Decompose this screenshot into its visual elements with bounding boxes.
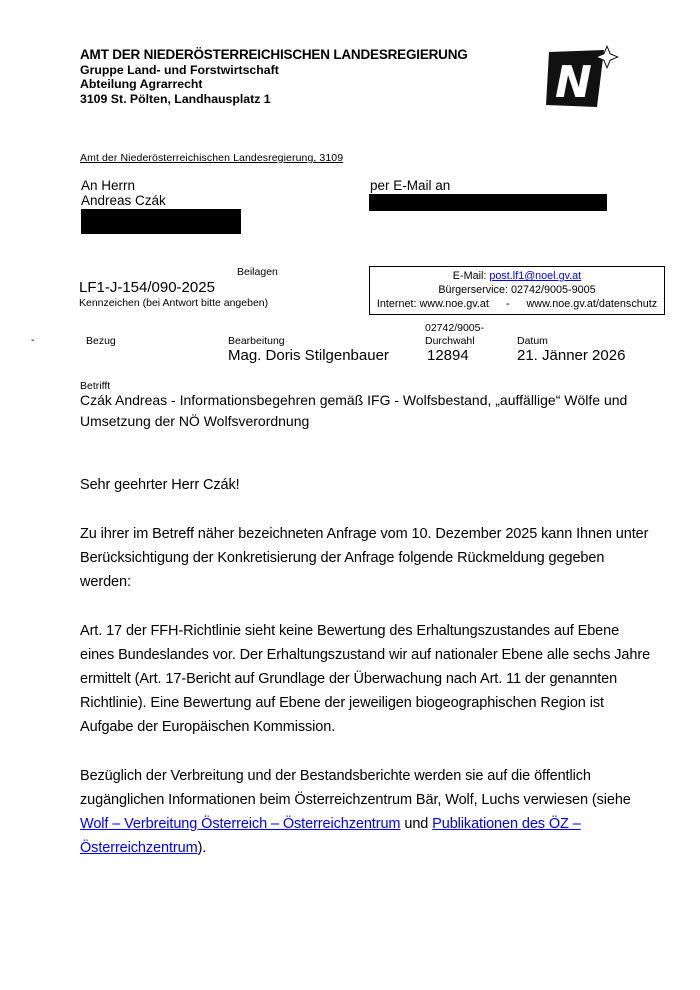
- bearbeitung-label: Bearbeitung: [228, 335, 285, 347]
- letter-body: [80, 473, 650, 885]
- closing-punctuation: ).: [197, 840, 207, 856]
- file-reference-hint: Kennzeichen (bei Antwort bitte angeben): [79, 297, 269, 309]
- datum-label: Datum: [517, 335, 548, 347]
- betrifft-label: Betrifft: [80, 380, 111, 392]
- paragraph-3-line: zugänglichen Informationen beim Österreichzentrum Bär, Wolf, Luchs verwiesen (siehe: [80, 792, 631, 808]
- redaction-box-email: [369, 194, 607, 211]
- contact-buergerservice: Bürgerservice: 02742/9005-9005: [438, 284, 596, 297]
- subject-line-1: Czák Andreas - Informationsbegehren gemäß IFG - Wolfsbestand, „auffällige“ Wölfe und: [80, 392, 628, 408]
- paragraph-1: [80, 522, 650, 594]
- bezug-label: Bezug: [86, 335, 116, 347]
- bearbeitung-value: Mag. Doris Stilgenbauer: [228, 347, 389, 364]
- paragraph-2-line: Art. 17 der FFH-Richtlinie sieht keine Bewertung des Erhaltungszustandes auf Ebene: [80, 623, 620, 639]
- noe-n-star-logo-icon: [544, 44, 620, 110]
- paragraph-3: [80, 764, 650, 860]
- contact-email-label: E-Mail:: [452, 270, 487, 282]
- letterhead: [80, 48, 468, 106]
- contact-internet-separator: -: [505, 298, 510, 311]
- paragraph-2-line: Aufgabe der Europäischen Kommission.: [80, 719, 336, 735]
- contact-internet-label: Internet: www.noe.gv.at: [376, 298, 489, 311]
- subject-line-2: Umsetzung der NÖ Wolfsverordnung: [80, 413, 310, 429]
- wolf-verbreitung-link[interactable]: Wolf – Verbreitung Österreich – Österreichzentrum: [80, 816, 401, 832]
- durchwahl-value: 12894: [427, 347, 469, 364]
- paragraph-1-line: werden:: [80, 574, 131, 590]
- letterhead-org-line: AMT DER NIEDERÖSTERREICHISCHEN LANDESREGIERUNG: [80, 47, 468, 62]
- letterhead-address-line: 3109 St. Pölten, Landhausplatz 1: [80, 91, 271, 106]
- datum-value: 21. Jänner 2026: [517, 347, 626, 364]
- beilagen-label: Beilagen: [237, 266, 278, 278]
- paragraph-2-line: ermittelt (Art. 17-Bericht auf Grundlage der Überwachung nach Art. 11 der genannten: [80, 671, 618, 687]
- paragraph-3-line-links: [80, 812, 650, 836]
- svg-text:N: N: [555, 57, 592, 108]
- recipient-block: [81, 179, 166, 209]
- sender-return-address: Amt der Niederösterreichischen Landesregierung, 3109: [80, 152, 344, 164]
- contact-email-line: [370, 269, 664, 283]
- contact-email-link[interactable]: post.lf1@noel.gv.at: [489, 270, 582, 282]
- noe-logo: [544, 44, 620, 110]
- contact-datenschutz-url: www.noe.gv.at/datenschutz: [526, 298, 658, 311]
- paragraph-1-line: Zu ihrer im Betreff näher bezeichneten Anfrage vom 10. Dezember 2025 kann Ihnen unter: [80, 526, 649, 542]
- margin-dash: -: [31, 334, 35, 346]
- letterhead-group-line: Gruppe Land- und Forstwirtschaft: [80, 62, 279, 77]
- paragraph-2-line: Richtlinie). Eine Bewertung auf Ebene der jeweiligen biogeographischen Region ist: [80, 695, 604, 711]
- subject-text: [80, 390, 627, 432]
- paragraph-1-line: Berücksichtigung der Konkretisierung der Anfrage folgende Rückmeldung gegeben: [80, 550, 605, 566]
- publikationen-link-part1[interactable]: Publikationen des ÖZ –: [432, 816, 581, 832]
- paragraph-3-line: Bezüglich der Verbreitung und der Bestandsberichte werden sie auf die öffentlich: [80, 768, 591, 784]
- publikationen-link-part2[interactable]: Österreichzentrum: [80, 840, 198, 856]
- recipient-name: Andreas Czák: [81, 192, 166, 208]
- paragraph-2-line: eines Bundeslandes vor. Der Erhaltungszustand wir auf nationaler Ebene alle sechs Jahre: [80, 647, 651, 663]
- contact-internet-line: [370, 297, 664, 311]
- delivery-method-label: per E-Mail an: [370, 178, 451, 193]
- greeting: Sehr geehrter Herr Czák!: [80, 477, 240, 493]
- letterhead-department-line: Abteilung Agrarrecht: [80, 77, 203, 92]
- contact-info-box: [369, 266, 665, 315]
- greeting-paragraph: [80, 473, 650, 497]
- file-reference-number: LF1-J-154/090-2025: [79, 279, 215, 296]
- recipient-salutation: An Herrn: [81, 178, 136, 193]
- redaction-box-address: [81, 209, 241, 234]
- durchwahl-prefix: 02742/9005-: [425, 322, 484, 334]
- paragraph-2: [80, 619, 650, 739]
- paragraph-3-line-links: [80, 836, 650, 860]
- durchwahl-label: Durchwahl: [425, 335, 475, 347]
- link-connector-text: und: [400, 816, 433, 832]
